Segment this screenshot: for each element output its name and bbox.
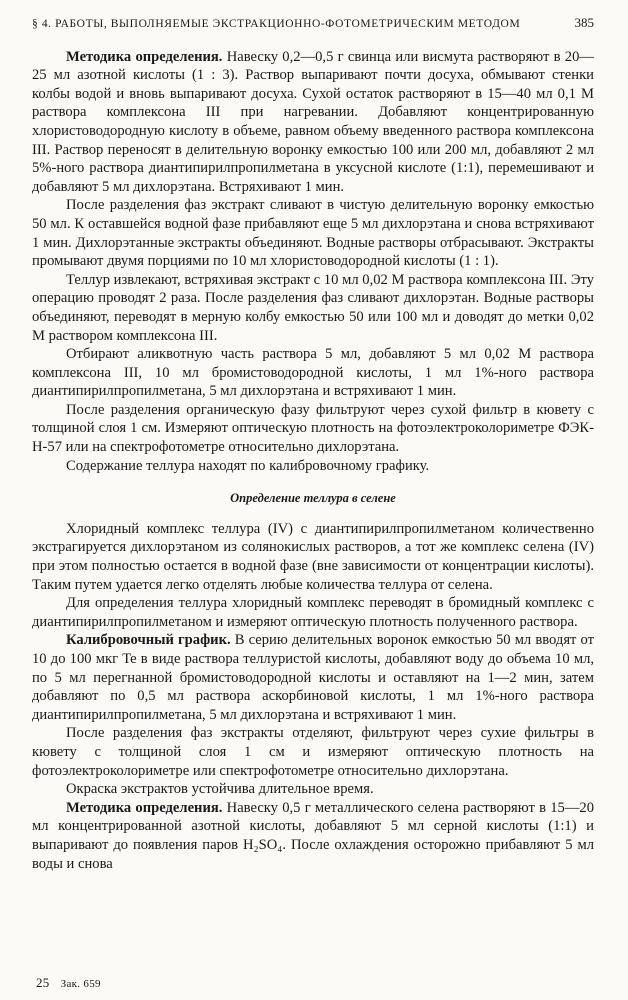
paragraph: После разделения фаз экстракт сливают в чистую делительную воронку емкостью 50 мл. К оставшейся водной фазе прибавляют еще 5 мл дихлорэтана и снова встряхивают 1 мин. Дихлорэтанные экстракты объединяют. Водные растворы отбрасывают. Экстракты промывают двумя порциями по 10 мл хлористоводородной кислоты (1 : 1). — [32, 197, 594, 270]
paragraph-text: Навеску 0,2—0,5 г свинца или висмута растворяют в 20—25 мл азотной кислоты (1 : 3). Раствор выпаривают почти досуха, обмывают стенки колбы водой и вновь выпаривают досуха. Сухой остаток растворяют в 15—40 мл 0,1 М раствора комплексона III при нагревании. Добавляют концентрированную хлористоводородную кислоту в объеме, равном объему введенного раствора комплексона III. Раствор переносят в делительную воронку емкостью 100 или 200 мл, добавляют 2 мл 5%-ного раствора диантипирилпропилметана в уксусной кислоте (1:1), перемешивают и добавляют 5 мл дихлорэтана. Встряхивают 1 мин. — [32, 48, 594, 195]
paragraph: После разделения фаз экстракты отделяют, фильтруют через сухие фильтры в кювету с толщиной слоя 1 см и измеряют оптическую плотность на фотоэлектроколориметре или спектрофотометре относительно дихлорэтана. — [32, 725, 594, 779]
header-title: § 4. РАБОТЫ, ВЫПОЛНЯЕМЫЕ ЭКСТРАКЦИОННО-ФОТОМЕТРИЧЕСКИМ МЕТОДОМ — [32, 18, 521, 30]
paragraph: Отбирают аликвотную часть раствора 5 мл, добавляют 5 мл 0,02 М раствора комплексона III, 10 мл бромистоводородной кислоты, 1 мл 1%-ного раствора диантипирилпропилметана, 5 мл дихлорэтана и встряхивают 1 мин. — [32, 346, 594, 400]
section-subheading: Определение теллура в селене — [230, 491, 396, 506]
running-header — [32, 14, 594, 34]
paragraph-lead: Калибровочный график. — [66, 632, 231, 649]
paragraph-method-selenium — [32, 799, 594, 873]
paragraph: Окраска экстрактов устойчива длительное время. — [66, 781, 374, 798]
paragraph-lead: Методика определения. — [66, 48, 223, 65]
page-number: 385 — [574, 15, 594, 30]
paragraph-calibration — [32, 631, 594, 724]
paragraph-text: В серию делительных воронок емкостью 50 мл вводят от 10 до 100 мкг Te в виде раствора теллуристой кислоты, добавляют воду до объема 10 мл, по 5 мл перегнанной бромистоводородной кислоты и оставляют на 1—2 мин, затем добавляют по 0,5 мл раствора аскорбиновой кислоты, 1 мл 1%-ного раствора диантипирилпропилметана, 5 мл дихлорэтана и встряхивают 1 мин. — [32, 632, 595, 723]
order-note: Зак. 659 — [60, 978, 101, 991]
paragraph: После разделения органическую фазу фильтруют через сухой фильтр в кювету с толщиной слоя 1 см. Измеряют оптическую плотность на фотоэлектроколориметре ФЭК-Н-57 или на спектрофотометре относительно дихлорэтана. — [32, 401, 594, 456]
paragraph-method-lead-lead — [32, 48, 594, 197]
paragraph: Для определения теллура хлоридный комплекс переводят в бромидный комплекс с диантипирилпропилметаном и измеряют оптическую плотность полученного раствора. — [32, 595, 594, 630]
paragraph: Содержание теллура находят по калибровочному графику. — [66, 457, 430, 474]
signature-number: 25 — [36, 975, 50, 991]
printer-signature — [36, 974, 101, 994]
paragraph: Теллур извлекают, встряхивая экстракт с 10 мл 0,02 М раствора комплексона III. Эту операцию проводят 2 раза. После разделения фаз сливают дихлорэтан. Водные растворы объединяют, переводят в мерную колбу емкостью 50 или 100 мл и доводят до метки 0,02 М раствором комплексона III. — [32, 271, 594, 344]
paragraph: Хлоридный комплекс теллура (IV) с диантипирилпропилметаном количественно экстрагируется дихлорэтаном из солянокислых растворов, а тот же комплекс селена (IV) при этом полностью остается в водной фазе (вне зависимости от концентрации кислоты). Таким путем удается легко отделять любые количества теллура от селена. — [32, 520, 594, 593]
paragraph-lead: Методика определения. — [66, 799, 223, 816]
paragraph-text: Навеску 0,5 г металлического селена растворяют в 15—20 мл концентрированной азотной кислоты, добавляют 5 мл серной кислоты (1:1) и выпаривают до появления паров H₂SO₄. После охлаждения осторожно прибавляют 5 мл воды и снова — [32, 799, 595, 872]
